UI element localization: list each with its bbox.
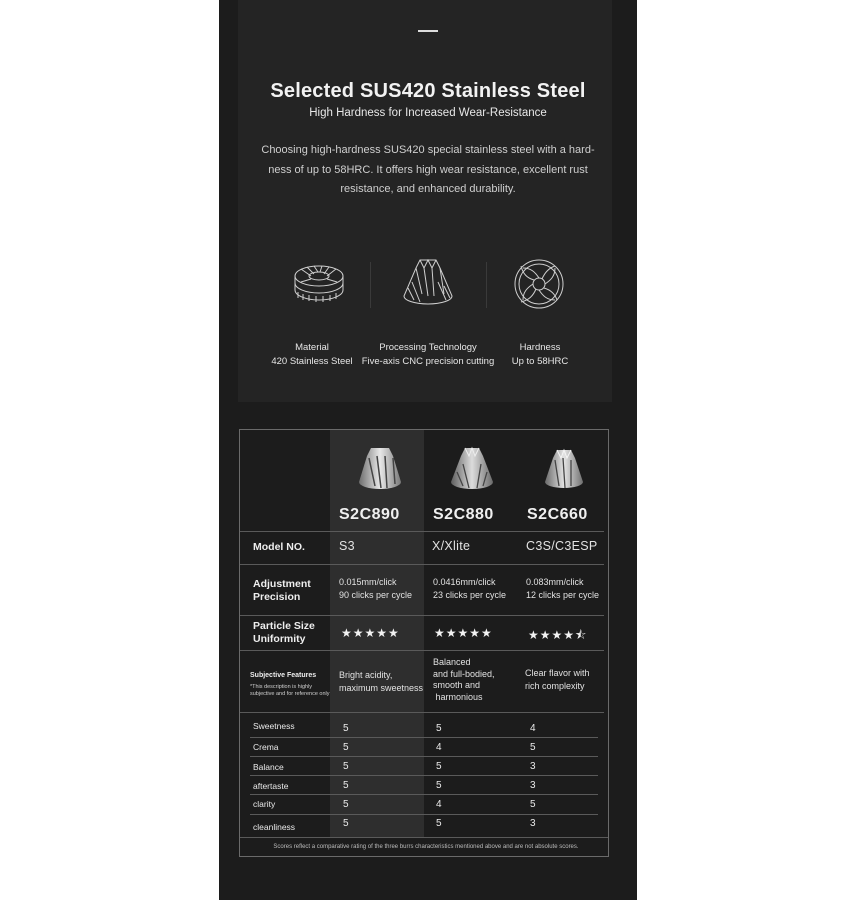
cell-model: X/Xlite	[432, 539, 471, 553]
cell-subjective	[433, 657, 495, 703]
hero-subtitle: High Hardness for Increased Wear-Resistance	[309, 107, 547, 119]
cell-line: maximum sweetness	[339, 683, 424, 693]
feature-label: Hardness	[519, 342, 561, 353]
burr-s2c880-image	[445, 442, 499, 496]
score-label: Sweetness	[253, 721, 295, 731]
feature-label: Processing Technology	[379, 342, 477, 353]
row-label-uniformity	[253, 620, 315, 646]
cell-model: S3	[339, 539, 355, 553]
cell-line: Balanced	[433, 657, 471, 667]
row-divider	[250, 814, 598, 815]
score-value: 3	[530, 780, 536, 791]
row-divider	[240, 837, 608, 838]
burr-s2c660-image	[537, 442, 591, 496]
burr-ring-icon	[289, 254, 349, 314]
feature-material	[262, 341, 362, 368]
hero-paragraph-line: Choosing high-hardness SUS420 special stainless steel with a hard-	[261, 144, 595, 156]
score-value: 5	[530, 799, 536, 810]
cell-line: Bright acidity,	[339, 670, 393, 680]
feature-value: Up to 58HRC	[511, 355, 569, 367]
row-label-line: Particle Size	[253, 620, 315, 632]
score-value: 5	[343, 761, 349, 772]
comparison-table	[239, 429, 609, 857]
score-value: 5	[436, 818, 442, 829]
score-value: 5	[436, 761, 442, 772]
cell-line: 0.083mm/click	[526, 577, 584, 587]
hero-paragraph-line: resistance, and enhanced durability.	[340, 183, 516, 195]
row-divider	[240, 531, 604, 532]
score-value: 5	[343, 742, 349, 753]
cell-line: Clear flavor with	[525, 668, 590, 678]
score-value: 5	[343, 780, 349, 791]
column-header-s2c880: S2C880	[433, 506, 494, 523]
row-divider	[250, 794, 598, 795]
cell-subjective	[525, 667, 590, 693]
cell-precision	[526, 576, 599, 602]
column-header-s2c660: S2C660	[527, 506, 588, 523]
feature-hardness	[496, 341, 584, 368]
feature-divider	[370, 262, 371, 308]
row-divider	[250, 775, 598, 776]
scores-footnote: Scores reflect a comparative rating of the three burrs characteristics mentioned above and are not absolute scores.	[273, 844, 579, 850]
row-divider	[240, 564, 604, 565]
row-label-line: Adjustment	[253, 578, 311, 590]
score-label: clarity	[253, 799, 276, 809]
score-label: Crema	[253, 742, 279, 752]
row-label-line: Precision	[253, 591, 301, 603]
hardness-burr-icon	[509, 254, 569, 314]
feature-value: Five-axis CNC precision cutting	[361, 355, 495, 367]
hero-paragraph	[256, 141, 600, 200]
row-label-line: Uniformity	[253, 633, 306, 645]
cell-line: and full-bodied,	[433, 668, 495, 679]
row-divider	[250, 756, 598, 757]
cell-line: harmonious	[433, 691, 483, 702]
score-value: 5	[343, 723, 349, 734]
cell-line: rich complexity	[525, 681, 585, 691]
score-label: aftertaste	[253, 781, 289, 791]
feature-label: Material	[295, 342, 329, 353]
score-value: 3	[530, 818, 536, 829]
score-label: Balance	[253, 762, 284, 772]
cell-line: 23 clicks per cycle	[433, 590, 507, 600]
star-rating: ★★★★★	[434, 626, 493, 640]
cell-line: 90 clicks per cycle	[339, 590, 413, 600]
score-value: 4	[530, 723, 536, 734]
score-value: 5	[530, 742, 536, 753]
subjective-features-note: *This description is highly subjective and for reference only	[250, 684, 330, 697]
score-value: 5	[436, 780, 442, 791]
section-divider-dash	[418, 30, 438, 32]
cell-model: C3S/C3ESP	[526, 539, 598, 553]
hero-title: Selected SUS420 Stainless Steel	[270, 80, 586, 102]
cell-line: 0.015mm/click	[339, 577, 397, 587]
cell-line: 12 clicks per cycle	[526, 590, 600, 600]
burr-s2c890-image	[353, 442, 407, 496]
row-divider	[250, 737, 598, 738]
column-header-s2c890: S2C890	[339, 506, 400, 523]
subjective-features-title: Subjective Features	[250, 672, 317, 679]
score-value: 5	[343, 818, 349, 829]
row-divider	[240, 615, 604, 616]
feature-processing	[359, 341, 497, 368]
row-divider	[240, 650, 604, 651]
cell-line: 0.0416mm/click	[433, 577, 496, 587]
cell-line: smooth and	[433, 680, 481, 690]
cell-subjective	[339, 669, 423, 695]
cnc-burr-icon	[398, 254, 458, 314]
row-divider	[240, 712, 604, 713]
cell-precision	[433, 576, 506, 602]
row-label-model: Model NO.	[253, 541, 305, 553]
score-label: cleanliness	[253, 822, 296, 832]
feature-divider	[486, 262, 487, 308]
star-rating: ★★★★⯪	[528, 628, 588, 642]
score-value: 4	[436, 742, 442, 753]
feature-value: 420 Stainless Steel	[271, 355, 353, 367]
score-value: 5	[436, 723, 442, 734]
row-label-precision	[253, 578, 311, 604]
score-value: 3	[530, 761, 536, 772]
score-value: 4	[436, 799, 442, 810]
star-rating: ★★★★★	[341, 626, 400, 640]
cell-precision	[339, 576, 412, 602]
score-value: 5	[343, 799, 349, 810]
hero-paragraph-line: ness of up to 58HRC. It offers high wear resistance, excellent rust	[268, 163, 588, 176]
